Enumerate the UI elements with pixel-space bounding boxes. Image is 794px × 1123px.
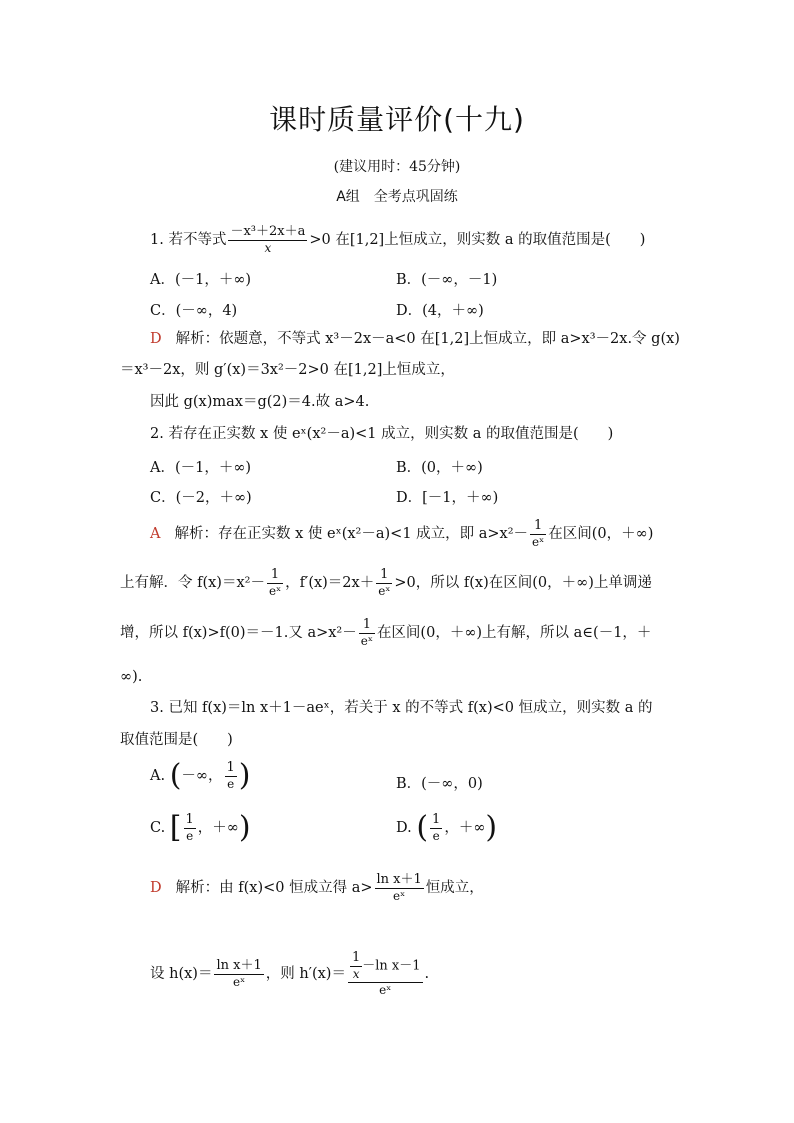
- q2-frac-4: $\frac{1}{\text{eˣ}}$: [360, 617, 373, 648]
- q2-solution-1: A 解析：存在正实数 x 使 eˣ(x²－a)<1 成立，即 a>x²－ $\frac{1}{\text{eˣ}}$ 在区间(0，＋∞): [150, 518, 654, 549]
- q3-optC-frac: $\frac{1}{e}$: [185, 812, 194, 843]
- q2-option-a: A．(－1，＋∞): [150, 460, 252, 476]
- q1-fraction: $\frac{\text{－x³＋2x＋a}}{x}$: [230, 224, 306, 255]
- q1-option-d: D．(4，＋∞): [396, 303, 484, 319]
- time-note: (建议用时：45分钟): [333, 159, 461, 175]
- q1-solution-1: D 解析：依题意，不等式 x³－2x－a<0 在[1,2]上恒成立，即 a>x³－2x.令 g(x): [150, 331, 680, 347]
- q2-option-b: B．(0，＋∞): [396, 460, 483, 476]
- q3-optA-frac: $\frac{1}{e}$: [226, 760, 235, 791]
- q3-sol-frac-2: $\frac{\text{ln x＋1}}{\text{eˣ}}$: [216, 958, 262, 989]
- q2-solution-3: 增，所以 f(x)>f(0)＝－1.又 a>x²－ $\frac{1}{\text{eˣ}}$ 在区间(0，＋∞)上有解，所以 a∈(－1，＋: [120, 617, 652, 648]
- q3-sol-frac-1: $\frac{\text{ln x＋1}}{\text{eˣ}}$: [376, 872, 422, 903]
- page-title: 课时质量评价(十九): [269, 103, 525, 136]
- q1-solution-3: 因此 g(x)max＝g(2)＝4.故 a>4.: [150, 394, 370, 410]
- q2-solution-2: 上有解．令 f(x)＝x²－ $\frac{1}{\text{eˣ}}$ ，f′(x)＝2x＋ $\frac{1}{\text{eˣ}}$ >0，所以 f(x)在区间(0，＋∞)上单调递: [120, 567, 652, 598]
- q3-option-c: C. [ $\frac{1}{e}$ ，＋∞): [150, 810, 251, 845]
- q2-answer: A: [150, 526, 161, 542]
- q2-option-d: D．[－1，＋∞): [396, 490, 499, 506]
- q1-stem: 1. 若不等式 $\frac{\text{－x³＋2x＋a}}{x}$ >0 在[1,2]上恒成立，则实数 a 的取值范围是( ): [150, 224, 646, 255]
- q3-inner-frac: $\frac{1}{x}$: [351, 950, 361, 981]
- q2-frac-2: $\frac{1}{\text{eˣ}}$: [268, 567, 282, 598]
- q2-frac-1: $\frac{1}{\text{eˣ}}$: [532, 518, 545, 549]
- q1-answer: D: [150, 331, 162, 347]
- group-heading: A组 全考点巩固练: [336, 189, 458, 205]
- q1-option-b: B．(－∞，－1): [396, 272, 498, 288]
- q2-option-c: C．(－2，＋∞): [150, 490, 252, 506]
- q3-sol-frac-3: $\frac{1}{x}$ －ln x－1 eˣ: [348, 950, 423, 998]
- q3-option-a: A. (－∞， $\frac{1}{e}$ ): [150, 758, 251, 793]
- q3-answer: D: [150, 880, 162, 896]
- q2-solution-4: ∞).: [120, 669, 143, 685]
- q3-solution-1: D 解析：由 f(x)<0 恒成立得 a> $\frac{\text{ln x＋1}}{\text{eˣ}}$ 恒成立，: [150, 872, 484, 903]
- q1-option-a: A．(－1，＋∞): [150, 272, 252, 288]
- q3-option-b: B．(－∞，0): [396, 776, 483, 792]
- q3-stem-2: 取值范围是( ): [120, 732, 233, 748]
- q3-optD-frac: $\frac{1}{e}$: [432, 812, 441, 843]
- q3-option-d: D. ( $\frac{1}{e}$ ，＋∞): [396, 810, 498, 845]
- q3-solution-2: 设 h(x)＝ $\frac{\text{ln x＋1}}{\text{eˣ}}$ ，则 h′(x)＝ $\frac{1}{x}$ －ln x－1 eˣ .: [150, 950, 430, 997]
- q3-stem-1: 3. 已知 f(x)＝ln x＋1－aeˣ，若关于 x 的不等式 f(x)<0 恒成立，则实数 a 的: [150, 700, 653, 716]
- q1-solution-2: ＝x³－2x，则 g′(x)＝3x²－2>0 在[1,2]上恒成立，: [120, 362, 455, 378]
- q1-option-c: C．(－∞，4): [150, 303, 238, 319]
- q2-frac-3: $\frac{1}{\text{eˣ}}$: [378, 567, 391, 598]
- q2-stem: 2. 若存在正实数 x 使 eˣ(x²－a)<1 成立，则实数 a 的取值范围是( ): [150, 426, 614, 442]
